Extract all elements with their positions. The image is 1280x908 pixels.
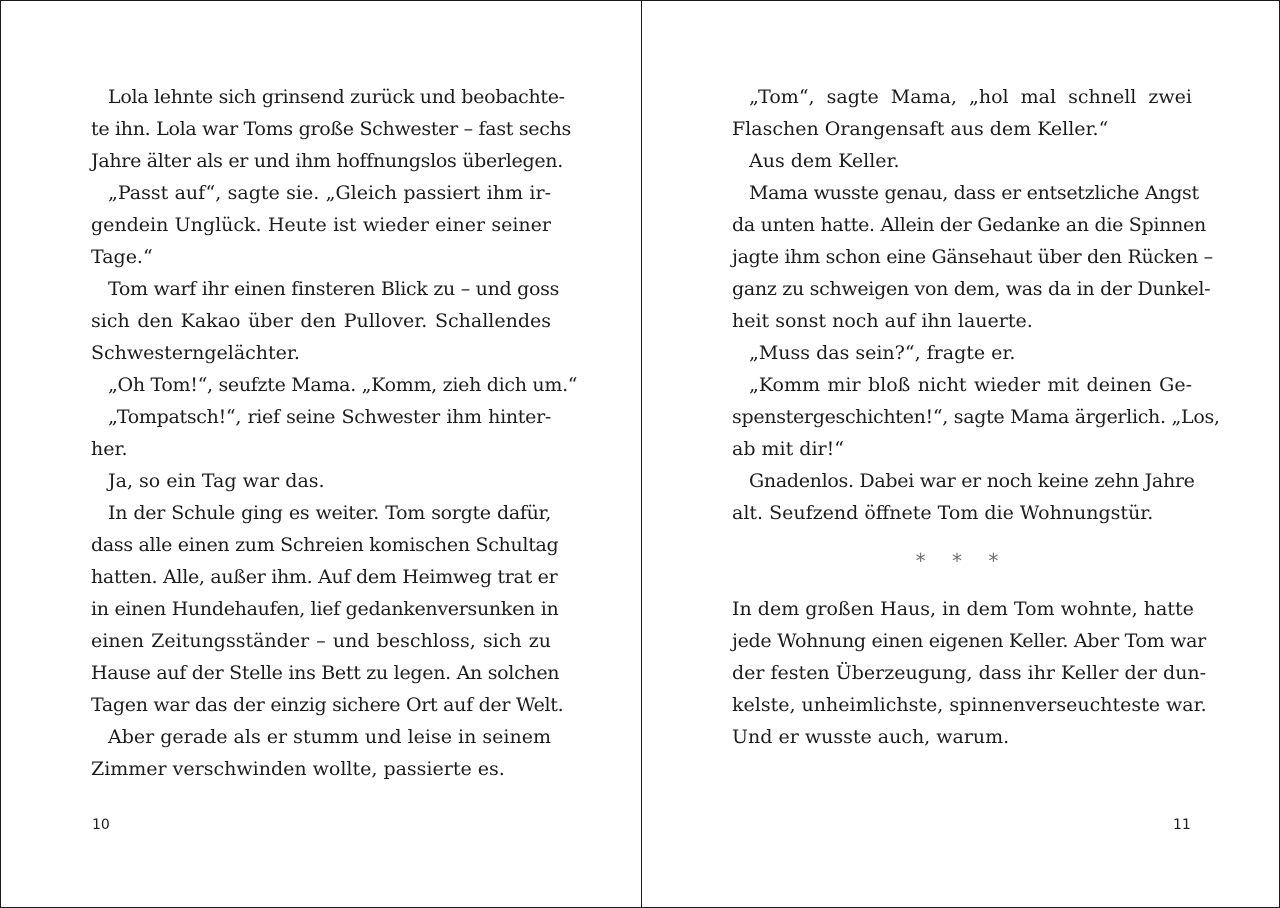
text-line: einen Zeitungsständer – und beschloss, sich zu [91,630,551,652]
text-line: Und er wusste auch, warum. [732,726,1010,748]
text-line: Zimmer verschwinden wollte, passierte es. [91,758,505,780]
text-line: In der Schule ging es weiter. Tom sorgte dafür, [108,502,551,524]
text-line: der festen Überzeugung, dass ihr Keller der dun- [732,662,1207,684]
text-line: her. [91,438,128,460]
section-break-ornament: * * * [915,549,1009,573]
text-line: Ja, so ein Tag war das. [108,470,325,492]
text-line: In dem großen Haus, in dem Tom wohnte, hatte [732,598,1194,620]
text-line: dass alle einen zum Schreien komischen Schultag [91,534,559,556]
text-line: „Tom“, sagte Mama, „hol mal schnell zwei [749,86,1192,108]
text-line: Tagen war das der einzig sichere Ort auf der Welt. [91,694,564,716]
text-line: Schwesterngelächter. [91,342,300,364]
text-line: kelste, unheimlichste, spinnenverseuchteste war. [732,694,1207,716]
text-line: alt. Seufzend öffnete Tom die Wohnungstür. [732,502,1154,524]
text-line: spenstergeschichten!“, sagte Mama ärgerlich. „Los, [732,406,1220,428]
text-line: „Komm mir bloß nicht wieder mit deinen Ge- [749,374,1192,396]
text-line: „Oh Tom!“, seufzte Mama. „Komm, zieh dich um.“ [108,374,578,396]
text-line: Tom warf ihr einen finsteren Blick zu – und goss [108,278,560,300]
text-line: ab mit dir!“ [732,438,844,460]
text-line: te ihn. Lola war Toms große Schwester – fast sechs [91,118,571,140]
page-gutter [641,1,642,907]
text-line: hatten. Alle, außer ihm. Auf dem Heimweg trat er [91,566,558,588]
text-line: sich den Kakao über den Pullover. Schallendes [91,310,551,332]
text-line: „Tompatsch!“, rief seine Schwester ihm hinter- [108,406,551,428]
text-line: „Passt auf“, sagte sie. „Gleich passiert ihm ir- [108,182,551,204]
text-line: da unten hatte. Allein der Gedanke an die Spinnen [732,214,1206,236]
text-line: ganz zu schweigen von dem, was da in der Dunkel- [732,278,1211,300]
page-number-right: 11 [1173,817,1191,833]
text-line: „Muss das sein?“, fragte er. [749,342,1016,364]
text-line: Aus dem Keller. [749,150,900,172]
right-page-text [732,81,1220,753]
text-line: Tage.“ [91,246,153,268]
left-page-text [91,81,578,785]
text-line: Flaschen Orangensaft aus dem Keller.“ [732,118,1109,140]
text-line: jede Wohnung einen eigenen Keller. Aber Tom war [732,630,1206,652]
text-line: Lola lehnte sich grinsend zurück und beobachte- [108,86,565,108]
text-line: Gnadenlos. Dabei war er noch keine zehn Jahre [749,470,1195,492]
text-line: Jahre älter als er und ihm hoffnungslos überlegen. [91,150,563,172]
page-number-left: 10 [92,817,110,833]
text-line: Mama wusste genau, dass er entsetzliche Angst [749,182,1199,204]
text-line: heit sonst noch auf ihn lauerte. [732,310,1033,332]
text-line: Aber gerade als er stumm und leise in seinem [108,726,551,748]
text-line: jagte ihm schon eine Gänsehaut über den Rücken – [732,246,1213,268]
text-line: gendein Unglück. Heute ist wieder einer seiner [91,214,551,236]
text-line: in einen Hundehaufen, lief gedankenversunken in [91,598,559,620]
text-line: Hause auf der Stelle ins Bett zu legen. An solchen [91,662,560,684]
